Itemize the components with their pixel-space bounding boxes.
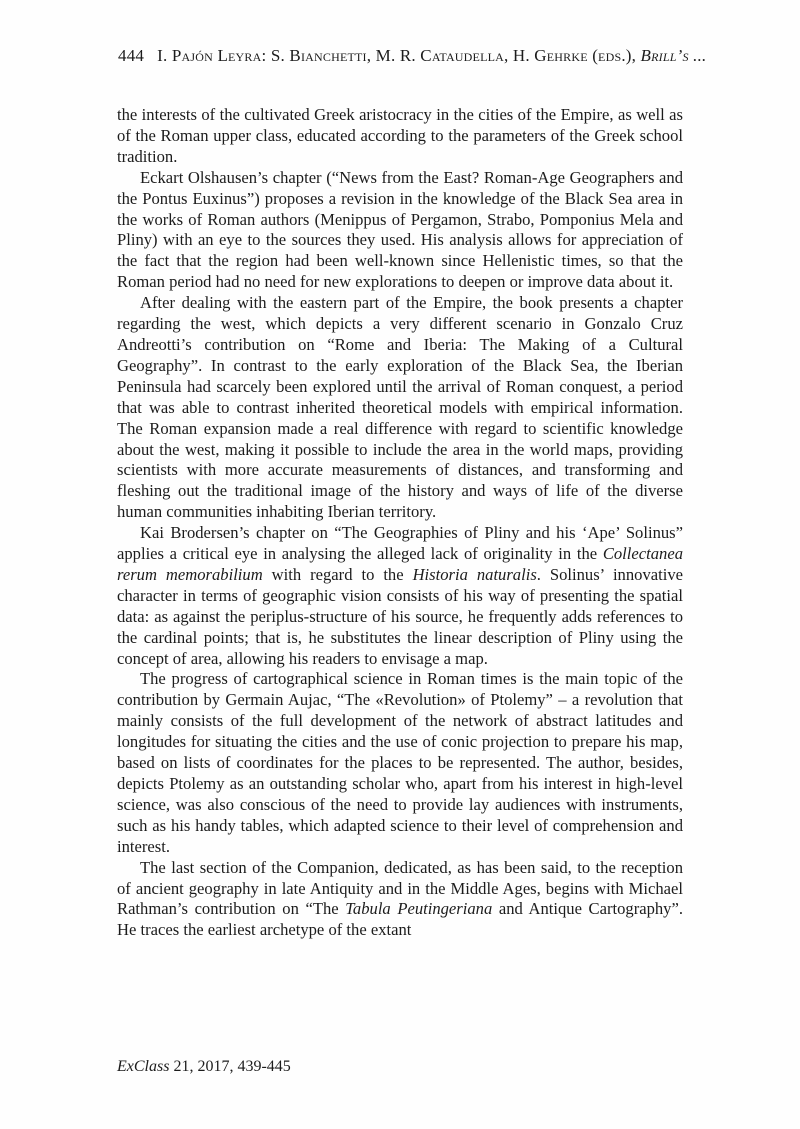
italic-text-run: Tabula Peutingeriana bbox=[345, 899, 493, 919]
paragraph bbox=[117, 168, 683, 293]
text-run: The progress of cartographical science in Roman times is the main topic of the contribution by Germain Aujac, “The «Revolution» of Ptolemy” – a revolution that mainly consists of the full development of the network of abstract latitudes and longitudes for situating the cities and the use of conic projection to prepare his map, based on lists of coordinates for the places to be represented. The author, besides, depicts Ptolemy as an outstanding scholar who, apart from his interest in high-level science, was also conscious of the need to provide lay audiences with instruments, such as his handy tables, which adapted science to their level of comprehension and interest. bbox=[117, 669, 683, 856]
paragraph bbox=[117, 858, 683, 942]
paragraph bbox=[117, 669, 683, 857]
text-run: The last section of the Companion, dedicated, as has been said, to the reception of ancient geography in late Antiquity and in the Middle Ages, begins with Michael Rathman’s contribution on “The bbox=[117, 857, 683, 919]
italic-text-run: ExClass bbox=[117, 1058, 170, 1075]
text-run: 21, 2017, 439-445 bbox=[169, 1058, 291, 1075]
paragraph bbox=[117, 523, 683, 669]
paragraph bbox=[117, 105, 683, 168]
text-run: Kai Brodersen’s chapter on “The Geographies of Pliny and his ‘Ape’ Solinus” applies a critical eye in analysing the alleged lack of originality in the bbox=[117, 523, 683, 564]
page-number: 444 bbox=[118, 46, 145, 65]
text-run: Eckart Olshausen’s chapter (“News from the East? Roman-Age Geographers and the Pontus Euxinus”) proposes a revision in the knowledge of the Black Sea area in the works of Roman authors (Menippus of Pergamon, Strabo, Pomponius Mela and Pliny) with an eye to the sources they used. His analysis allows for appreciation of the fact that the region had been well-known since Hellenistic times, so that the Roman period had no need for new explorations to deepen or improve data about it. bbox=[117, 167, 683, 292]
text-run: After dealing with the eastern part of the Empire, the book presents a chapter regarding the west, which depicts a very different scenario in Gonzalo Cruz Andreotti’s contribution on “Rome and Iberia: The Making of a Cultural Geography”. In contrast to the early exploration of the Black Sea, the Iberian Peninsula had scarcely been explored until the arrival of Roman conquest, a period that was able to contrast inherited theoretical models with empirical information. The Roman expansion made a real difference with regard to scientific knowledge about the west, making it possible to include the area in the world maps, providing scientists with more accurate measurements of distances, and transforming and fleshing out the traditional image of the history and ways of life of the diverse human communities inhabiting Iberian territory. bbox=[117, 293, 683, 522]
italic-text-run: Collectanea rerum memorabilium bbox=[117, 544, 683, 584]
body-text bbox=[117, 105, 683, 941]
text-run: the interests of the cultivated Greek aristocracy in the cities of the Empire, as well as of the Roman upper class, educated according to the parameters of the Greek school tradition. bbox=[117, 105, 683, 166]
italic-text-run: Historia naturalis bbox=[412, 564, 537, 584]
text-run: and Antique Cartography”. He traces the earliest archetype of the extant bbox=[117, 899, 683, 940]
text-run: I. Pajón Leyra: S. Bianchetti, M. R. Cataudella, H. Gehrke (eds.), bbox=[157, 46, 641, 65]
paragraph bbox=[117, 293, 683, 523]
page-header bbox=[118, 46, 707, 66]
italic-text-run: Brill’s ... bbox=[640, 46, 707, 65]
running-title bbox=[157, 46, 706, 65]
text-run: . Solinus’ innovative character in terms of geographic vision consists of his way of presenting the spatial data: as against the periplus-structure of his source, he frequently adds references to the cardinal points; that is, he substitutes the linear description of Pliny using the concept of area, allowing his readers to envisage a map. bbox=[117, 564, 683, 668]
text-run: with regard to the bbox=[262, 564, 413, 584]
page-footer bbox=[117, 1058, 291, 1076]
